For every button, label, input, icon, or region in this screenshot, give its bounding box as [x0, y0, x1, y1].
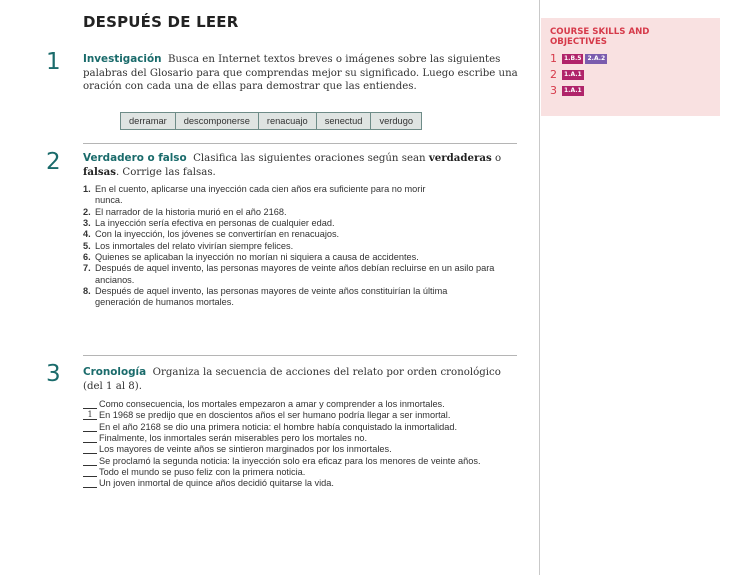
list-item — [83, 229, 523, 240]
list-item — [83, 218, 523, 229]
skill-number: 3 — [550, 84, 557, 97]
item-text: Todo el mundo se puso feliz con la primera noticia. — [99, 467, 306, 478]
section-2-number: 2 — [46, 149, 61, 175]
answer-blank[interactable] — [83, 433, 97, 443]
chronology-item — [83, 478, 523, 489]
chronology-list — [83, 399, 523, 490]
vocab-word: renacuajo — [259, 113, 317, 129]
answer-blank[interactable] — [83, 399, 97, 409]
skill-tag: 2.A.2 — [587, 54, 606, 62]
section-3-instructions — [83, 366, 523, 393]
chronology-item — [83, 467, 523, 478]
section-3-number: 3 — [46, 361, 61, 387]
course-skills-title: COURSE SKILLS AND OBJECTIVES — [550, 27, 650, 47]
skill-tag: 1.A.1 — [564, 86, 582, 94]
skill-row — [550, 52, 711, 65]
answer-blank[interactable] — [83, 467, 97, 477]
section-divider — [83, 355, 517, 356]
item-text: El narrador de la historia murió en el año 2168. — [95, 206, 287, 217]
item-text: Después de aquel invento, las personas mayores de veinte años debían recluirse en un asilo para ancianos. — [95, 263, 495, 285]
item-text: Se proclamó la segunda noticia: la inyección solo era eficaz para los menores de veinte años. — [99, 455, 481, 466]
item-number: 3. — [83, 218, 91, 229]
item-text: Después de aquel invento, las personas mayores de veinte años constituirían la última generación de humanos mortales. — [95, 286, 448, 308]
item-text: Finalmente, los inmortales serán miserables pero los mortales no. — [99, 433, 368, 444]
item-number: 6. — [83, 252, 91, 263]
margin-divider — [539, 0, 540, 575]
course-skills-panel — [541, 18, 720, 116]
vocab-word: verdugo — [379, 116, 414, 126]
chronology-item — [83, 456, 523, 467]
skill-number: 2 — [550, 68, 557, 81]
section-1-number: 1 — [46, 49, 61, 75]
section-2-text-after: . Corrige las falsas. — [115, 166, 216, 178]
item-text: En 1968 se predijo que en doscientos años el ser humano podría llegar a ser inmortal. — [99, 410, 451, 421]
skill-row — [550, 84, 711, 97]
list-item — [83, 263, 523, 286]
section-1-text: Busca en Internet textos breves o imágenes sobre las siguientes palabras del Glosario para que comprendas mejor su significado. Luego escribe una oración con cada una de ellas para demostrar que las entiendes. — [83, 54, 518, 92]
chronology-item — [83, 399, 523, 410]
section-2-instructions — [83, 152, 519, 179]
answer-blank[interactable] — [83, 478, 97, 488]
page-title: DESPUÉS DE LEER — [83, 13, 239, 31]
item-text: La inyección sería efectiva en personas de cualquier edad. — [95, 218, 335, 229]
item-text: Como consecuencia, los mortales empezaron a amar y comprender a los inmortales. — [99, 399, 445, 409]
item-number: 2. — [83, 206, 91, 217]
item-number: 5. — [83, 240, 91, 251]
vocabulary-box — [120, 112, 422, 130]
list-item — [83, 252, 523, 263]
item-number: 4. — [83, 229, 91, 240]
true-false-list — [83, 184, 523, 309]
skill-number: 1 — [550, 52, 557, 65]
list-item — [83, 184, 523, 207]
list-item — [83, 286, 523, 309]
section-3-text: Organiza la secuencia de acciones del relato por orden cronológico (del 1 al 8). — [83, 367, 501, 392]
item-number: 8. — [83, 286, 91, 297]
vocab-word: descomponerse — [176, 113, 259, 129]
section-1-instructions — [83, 53, 519, 94]
skill-tag: 1.B.5 — [564, 54, 582, 62]
vocab-word: derramar — [121, 113, 176, 129]
answer-blank[interactable] — [83, 422, 97, 432]
list-item — [83, 241, 523, 252]
section-2-bold-false: falsas — [83, 165, 116, 178]
section-2-text-mid: o — [494, 153, 502, 164]
chronology-item — [83, 422, 523, 433]
chronology-item — [83, 444, 523, 455]
item-text: En el año 2168 se dio una primera noticia: el hombre había conquistado la inmortalidad. — [99, 421, 458, 432]
section-3-keyword: Cronología — [83, 366, 147, 378]
section-2-text: Clasifica las siguientes oraciones según sean — [193, 153, 426, 164]
chronology-item — [83, 433, 523, 444]
skill-row — [550, 68, 711, 81]
answer-blank[interactable] — [83, 444, 97, 454]
section-1-keyword: Investigación — [83, 53, 162, 65]
item-text: Con la inyección, los jóvenes se convertirían en renacuajos. — [95, 229, 340, 240]
item-text: Un joven inmortal de quince años decidió quitarse la vida. — [99, 478, 334, 489]
section-divider — [83, 143, 517, 144]
list-item — [83, 207, 523, 218]
item-number: 7. — [83, 263, 91, 274]
item-text: Los inmortales del relato vivirían siempre felices. — [95, 240, 294, 251]
vocab-word: senectud — [317, 113, 372, 129]
answer-blank[interactable] — [83, 456, 97, 466]
item-text: Los mayores de veinte años se sintieron marginados por los inmortales. — [99, 444, 392, 455]
chronology-item — [83, 410, 523, 421]
section-2-keyword: Verdadero o falso — [83, 152, 187, 164]
skill-tag: 1.A.1 — [564, 70, 582, 78]
item-number: 1. — [83, 184, 91, 194]
answer-blank[interactable]: 1 — [83, 410, 97, 420]
section-2-bold-true: verdaderas — [428, 152, 492, 164]
item-text: En el cuento, aplicarse una inyección cada cien años era suficiente para no morir nunca. — [95, 184, 426, 206]
item-text: Quienes se aplicaban la inyección no morían ni siquiera a causa de accidentes. — [95, 252, 419, 263]
